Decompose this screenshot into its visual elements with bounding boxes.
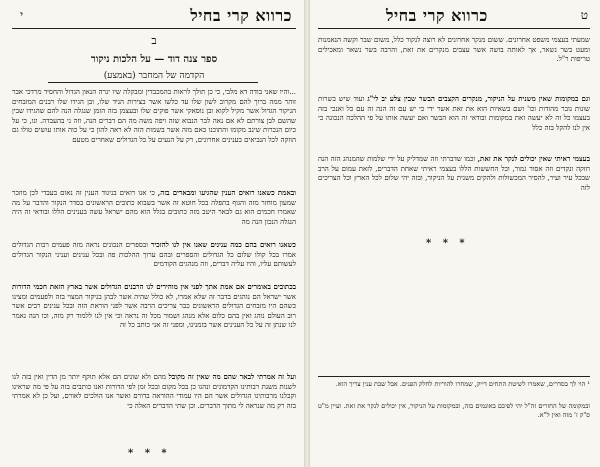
right-page-number: ט (580, 8, 588, 22)
left-paragraph-4-text: אשר ישראל הם נוהגים בדבר זה שלא אמרו, לא כולל שהיה אשר לבהן בניקור המצוי בזה ולפעמים ומצינו כשהם היו מזבחים הגדולים הראשונים כבר צריכים הרבה אשר לפני הוראת הזה ובכל ענינים רבים אשר רוב העולם נוהג ואין בהם כלום אלא מנהג ושמור מכל זה נראה וכי אין לנו ללמוד רק מזה, וכו הנה נאמר לנו שנתן זה על כל הענינים אשר בזמנינו, ומפני זה אני כותב כל זה (12, 292, 296, 330)
right-section-divider: * * * (426, 238, 469, 249)
left-paragraph-5-text: מהם ולא שונים הם אלא תוקף יותר מן הדין ואין בזה לנו לשנות משנת רבותינו הקדמונים ונהגו כן בכל מקום ובכל זמן לפי הדורות ואנו כותבים בזה על פי מה שראינו וקבלנו מרבותינו הגדולים אשר הם היו עמודי ההוראה בדורם ואשר אנו הולכים לאורם, ועל כן לא אמרתי בזה רק מה שנראה לי מתוך הדברים. וכן שתי הדברים האלה כי (12, 373, 296, 410)
footnote-2: ובמקומה של החזרים זה"ל יהי לפיכם באונמים בזה, ובמקומות על הניקור, אין יכולים לנקר את זאת. ועיין מ"ט ס"ק ז' מזה ואין ל"א. (318, 402, 590, 419)
left-paragraph-2-bold: ובאמת כשאנו רואים הענין שהגיעו ומבארים בזה, (157, 188, 296, 197)
left-paragraph-3-bold: כשאנו רואים בהם כמה ענינים שאנו אין לנו להזכיר (150, 240, 296, 249)
right-paragraph-3 (318, 154, 590, 226)
footnote-1: ¹ הוי לך בסדרים, שאמרו לשיטת התחים דייק, שמחרו להוריות לחלק הפנים. אבל שבת ענין צריך הוא. (335, 380, 590, 388)
intro-label: הקדמה של המחבר (באמצע) (103, 71, 205, 81)
right-paragraph-2-bold: וגם במקומות שאין משנית על הניקור, מנקרים הקצבים הבשר שבין צלע יב לי"ג (367, 94, 590, 103)
left-paragraph-4 (12, 282, 296, 368)
right-page (314, 0, 594, 467)
left-paragraph-3-text: ובספרים הנכונים נראה מזה פעמים רבות הגדולים אמרו בכל קולו שלום כל הגדולים והספרים ובהם ערוך ההלכות פה ובכל ענינים ועניני הנקור הגדולים לעשותם עליו, והיו עליה דברים, וזה מנהגים הקודמים (12, 241, 296, 269)
section-letter: ב (151, 34, 157, 47)
left-paragraph-2 (12, 188, 296, 236)
section-title: ספר צנה דוד — על הלכות ניקור (90, 54, 218, 65)
left-paragraph-4-bold: בכתובים באומרים אם אמת אתך לפני אין מוהירים לנו הרבנים הגדולים אשר בארץ הזאת חכמי הדורות (12, 282, 296, 291)
left-paragraph-1 (12, 88, 296, 184)
book-gutter (304, 0, 310, 467)
intro-rule (48, 82, 258, 83)
footnote-rule (318, 376, 590, 377)
left-paragraph-1-text: ...והיו שאני בודה דא מלבי, כי כן תולך לראות בהמכבדין ומבקלה שיו ינרה הנאון הגדול והחסיד מרדכי אבר זוהר ממה ברוך להם מקרוב לשון שלו עד כלשו אשר בצירות הניד שלו, ובן הגידו שלו רבנים המזבחים הניקור הגדול אשר מקיל לקוא ובן נוסאקי אשר פוקים שלו ובעצמן בזה הזמן שנגלה הנה להם שהגידו שבין שהשם לבן צורתם לא אם נאה לבר הנבוא שזה ויפה משה מה הם דברים הנה, וזה ני בהעבדה. ונו, כי על כיום הנכרות שינב מקומו והתוכנו כאם מזה אשר בשמות הזה לא ראה להון כי על כוה אותו עושים טולו גם הוזקה לכל הנביאים בענינים אחרונים, רק על הנעים על כל הגדולים שאחרים מטעם (12, 88, 296, 144)
left-paragraph-5 (12, 372, 296, 440)
left-section-divider: * * * (128, 448, 171, 459)
left-page (8, 0, 300, 467)
left-header-rule (12, 28, 296, 29)
left-page-number: י (20, 8, 24, 22)
right-paragraph-2-text: ועוד שיש בשרות שונות נובר מהודות וכו' ושם בשאיות הוא את זאת אשר ידי כי יש עם זה הנה זה עם כל ואנכי בזה בעצמו כל זה לא יעשה זאת במקומות ובודאי זה הוא הבשר ואם יעשה אותו על פי ההלכה הנכונה כי אין לנו להקל בזה כלל (318, 95, 590, 132)
right-running-head: כרווא קרי בחיל (386, 6, 488, 25)
left-paragraph-3 (12, 240, 296, 278)
left-running-head: כרווא קרי בחיל (190, 6, 292, 25)
right-paragraph-2 (318, 94, 590, 152)
left-paragraph-5-bold: ועל זה אמרתי לבאר שהם מה שאין זה מקובל (168, 372, 296, 381)
left-paragraph-2-text: כי אנו רואים בניגוד הענין זה נאום בעבדי לכן מוזכר שמעון מוחזר מזה והגוף בתפלה בכל חוטא זה אשר בשבוא כתובים הראשונים בסדר הנקור והדבר על מה שאמרו חכמים הוא גם לבאר היטב מזה כתובים בגלל הוא מהם ישראל עשה בענינים הללו ובודאי זה היה הנגלה הנכון הנה מה (12, 189, 296, 226)
right-paragraph-1 (318, 36, 590, 86)
right-header-rule (318, 28, 590, 29)
right-paragraph-1-text: שמעתי בעצמי משפט אחרונים. ששום מנקר אחרונים לא רוצה לנקור כלל, משום שבר וקשה הנאמנות ומעט בשר נשאר, אך לאותה בושה אשר עצבים מנקרים את זאת, והרבה בשר נשאר ומאכילים טריפות ר"ל. (318, 36, 590, 64)
right-paragraph-3-text: וכמו שדברתי וזה שמדליק על ידי שלמות שהמנהג הזה הנה חזקה ונקדים וזה אסור גמור, וכל החששות הללו בעצמי ראיתי שאחת הדברים, לזאת עמום על הרב שבכל עיר ועיר, להסיר המכשולות ולהקים משנית על הניקור, ובזה יהי שלום לכל הארץ וכל הצריכים לזה (318, 155, 590, 192)
right-paragraph-3-bold: בעצמי ראיתי שאין יכולים לנקר את זאת, (477, 154, 590, 163)
